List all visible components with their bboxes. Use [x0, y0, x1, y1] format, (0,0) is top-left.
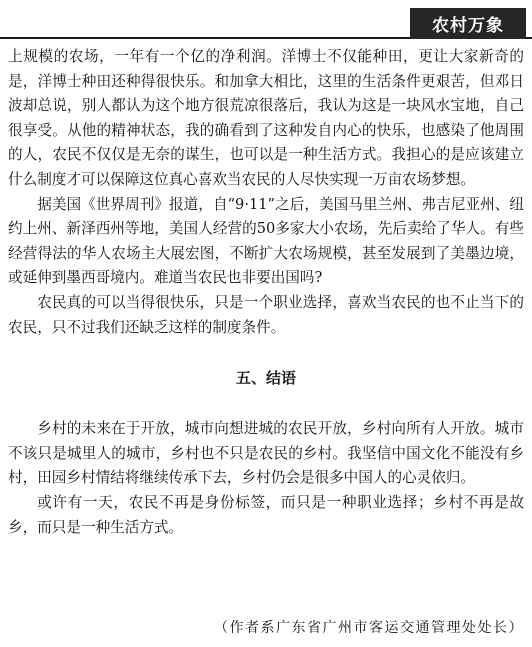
section-tag: 农村万象 — [410, 8, 526, 39]
paragraph-conclusion-2: 或许有一天，农民不再是身份标签，而只是一种职业选择；乡村不再是故乡，而只是一种生活方式。 — [8, 493, 524, 536]
spacer-before-heading — [8, 340, 524, 366]
article-body — [8, 45, 524, 540]
paragraph-continued: 上规模的农场，一年有一个亿的净利润。洋博士不仅能种田，更让大家新奇的是，洋博士种田还种得很快乐。和加拿大相比，这里的生活条件更艰苦，但邓日波却总说，别人都认为这个地方很荒凉很落后，我认为这是一块风水宝地，自己很享受。从他的精神状态，我的确看到了这种发自内心的快乐，也感染了他周围的人，农民不仅仅是无奈的谋生，也可以是一种生活方式。我担心的是应该建立什么制度才可以保障这位真心喜欢当农民的人尽快实现一万亩农场梦想。 — [8, 48, 524, 188]
paragraph-happy-farmer: 农民真的可以当得很快乐，只是一个职业选择，喜欢当农民的也不止当下的农民，只不过我们还缺乏这样的制度条件。 — [8, 293, 524, 336]
section-heading: 五、结语 — [235, 369, 296, 388]
paragraph-conclusion-1: 乡村的未来在于开放，城市向想进城的农民开放，乡村向所有人开放。城市不该只是城里人的城市，乡村也不只是农民的乡村。我坚信中国文化不能没有乡村，田园乡村情结将继续传承下去，乡村仍会是很多中国人的心灵依归。 — [8, 420, 524, 487]
paragraph-world-journal: 据美国《世界周刊》报道，自“9·11”之后，美国马里兰州、弗吉尼亚州、纽约上州、新泽西州等地，美国人经营的50多家大小农场，先后卖给了华人。有些经营得法的华人农场主大展宏图，不断扩大农场规模，甚至发展到了美墨边境，或延伸到墨西哥境内。难道当农民也非要出国吗? — [8, 195, 524, 287]
author-byline: （作者系广东省广州市客运交通管理处处长） — [214, 620, 524, 636]
spacer-after-heading — [8, 390, 524, 417]
